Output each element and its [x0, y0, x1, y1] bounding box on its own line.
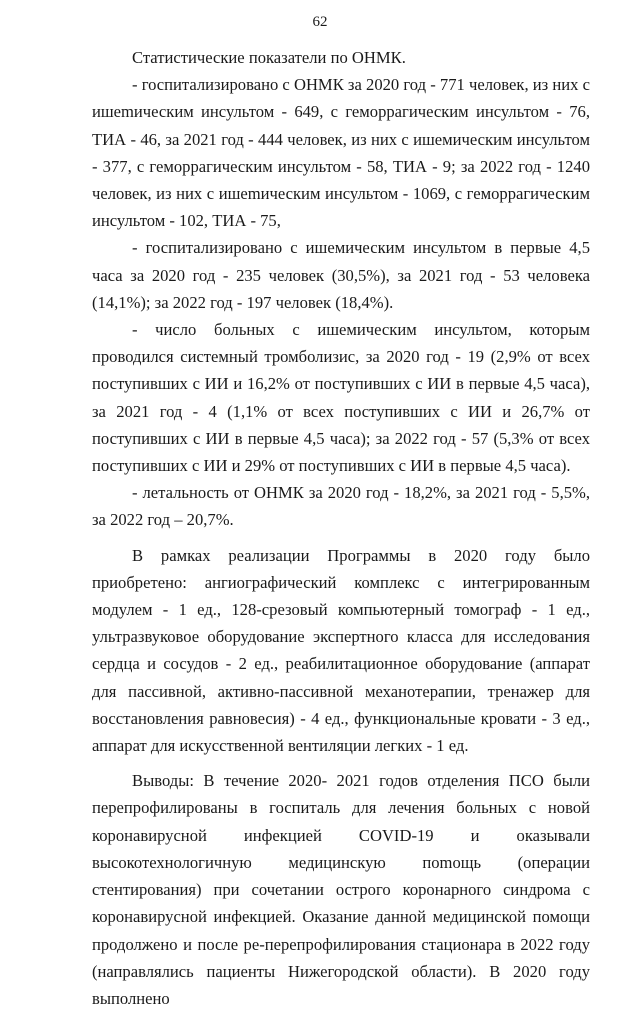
paragraph-hospitalized-total: - госпитализировано с ОНМК за 2020 год - 771 человек, из них с ишеmическим инсультом - 649, с геморрагическим инсультом - 76, ТИА - 46, за 2021 год - 444 человек, из них с ишемическим инсультом - 377, с геморрагическим инсультом - 58, ТИА - 9; за 2022 год - 1240 человек, из них с ишеmическим инсультом - 1069, с геморрагическим инсультом - 102, ТИА - 75,	[92, 75, 590, 231]
paragraph-conclusions: Выводы: В течение 2020- 2021 годов отделения ПСО были перепрофилированы в госпиталь для лечения больных с новой коронавирусной инфекцией COVID-19 и оказывали высокотехнологичную медицинскую поmощь (операции стентирования) при сочетании острого коронарного синдрома с коронавирусной инфекцией. Оказание данной медицинской помощи продолжено и после ре-перепрофилирования стационара в 2022 году (направлялись пациенты Нижегородской области). В 2020 году выполнено	[92, 771, 590, 1008]
page-number: 62	[312, 14, 328, 30]
paragraph-thrombolysis: - число больных с ишемическим инсультом, которым проводился системный тромболизис, за 2020 год - 19 (2,9% от всех поступивших с ИИ и 16,2% от поступивших с ИИ в первые 4,5 часа), за 2021 год - 4 (1,1% от всех поступивших с ИИ и 26,7% от поступивших с ИИ в первые 4,5 часа); за 2022 год - 57 (5,3% от всех поступивших с ИИ и 29% от поступивших с ИИ в первые 4,5 часа).	[92, 320, 590, 476]
paragraph-equipment: В рамках реализации Программы в 2020 году было приобретено: ангиографический комплекс с интегрированным модулем - 1 ед., 128-срезовый компьютерный томограф - 1 ед., ультразвуковое оборудование экспертного класса для исследования сердца и сосудов - 2 ед., реабилитационное оборудование (аппарат для пассивной, активно-пассивной механотерапии, тренажер для восстановления равновесия) - 4 ед., функциональные кровати - 3 ед., аппарат для искусственной вентиляции легких - 1 ед.	[92, 545, 590, 756]
paragraph-stats-heading: Статистические показатели по ОНМК.	[132, 48, 406, 67]
paragraph-mortality: - летальность от ОНМК за 2020 год - 18,2%, за 2021 год - 5,5%, за 2022 год – 20,7%.	[92, 483, 590, 530]
document-body	[92, 44, 590, 1012]
paragraph-hospitalized-early: - госпитализировано с ишемическим инсультом в первые 4,5 часа за 2020 год - 235 человек (30,5%), за 2021 год - 53 человека (14,1%); за 2022 год - 197 человек (18,4%).	[92, 238, 590, 312]
